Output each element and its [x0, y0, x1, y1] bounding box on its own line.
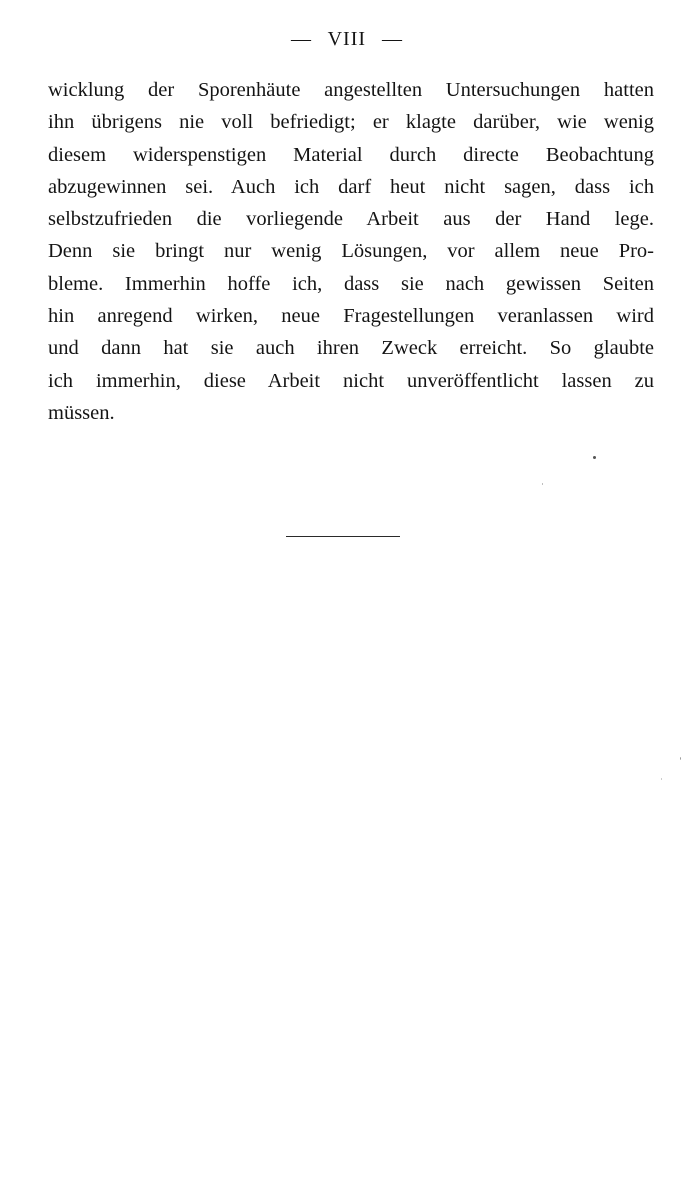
- body-paragraph: [48, 74, 654, 429]
- section-end-rule: [286, 536, 400, 537]
- scan-speck: [593, 456, 596, 459]
- text-line: ich immerhin, diese Arbeit nicht unveröffentlicht lassen zu: [48, 369, 654, 392]
- text-line: hin anregend wirken, neue Fragestellungen veranlassen wird: [48, 305, 654, 328]
- text-line: bleme. Immerhin hoffe ich, dass sie nach gewissen Seiten: [48, 272, 654, 295]
- scan-speck: [661, 778, 662, 780]
- scan-speck: [680, 757, 681, 760]
- text-line: ihn übrigens nie voll befriedigt; er klagte darüber, wie wenig: [48, 111, 654, 134]
- text-line: Denn sie bringt nur wenig Lösungen, vor allem neue Pro-: [48, 240, 654, 263]
- text-line: selbstzufrieden die vorliegende Arbeit aus der Hand lege.: [48, 208, 654, 231]
- text-line: wicklung der Sporenhäute angestellten Untersuchungen hatten: [48, 79, 654, 101]
- scan-speck: [542, 483, 543, 485]
- text-line: und dann hat sie auch ihren Zweck erreicht. So glaubte: [48, 337, 654, 360]
- text-line-final: müssen.: [48, 401, 115, 424]
- text-line: diesem widerspenstigen Material durch directe Beobachtung: [48, 143, 654, 166]
- page-number: — VIII —: [290, 28, 404, 50]
- text-line: abzugewinnen sei. Auch ich darf heut nicht sagen, dass ich: [48, 175, 654, 198]
